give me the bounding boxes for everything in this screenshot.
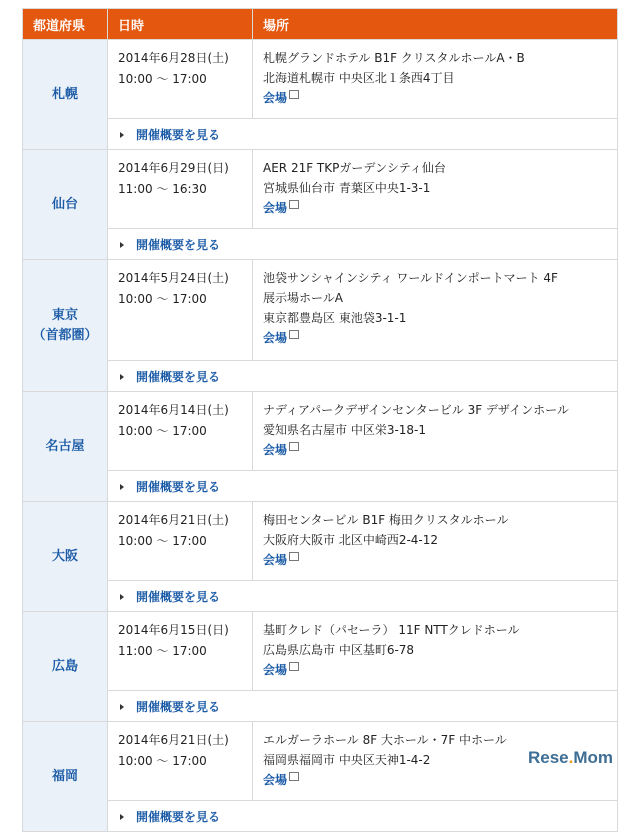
venue-map-link[interactable]: 会場: [263, 91, 288, 105]
prefecture-name: 広島: [51, 658, 78, 674]
external-window-icon[interactable]: [289, 330, 299, 339]
event-date: 2014年5月24日(土): [118, 271, 229, 285]
external-window-icon[interactable]: [289, 200, 299, 209]
event-details-link[interactable]: 開催概要を見る: [136, 369, 221, 384]
venue-map-link[interactable]: 会場: [263, 331, 288, 345]
table-row: [23, 40, 618, 119]
venue-line: エルガーラホール 8F 大ホール・7F 中ホール: [263, 733, 507, 747]
venue-line: 愛知県名古屋市 中区栄3-18-1: [263, 423, 427, 437]
event-time: 10:00 〜 17:00: [118, 424, 207, 438]
detail-link-cell: [108, 581, 618, 612]
prefecture-name: 大阪: [51, 548, 78, 564]
event-time: 11:00 〜 17:00: [118, 644, 207, 658]
venue-line: 大阪府大阪市 北区中崎西2-4-12: [263, 533, 439, 547]
external-window-icon[interactable]: [289, 662, 299, 671]
detail-link-cell: [108, 471, 618, 502]
arrow-right-icon: [120, 374, 124, 380]
prefecture-name: 名古屋: [45, 438, 85, 454]
resemom-logo: Rese.Mom: [528, 748, 614, 767]
event-time: 10:00 〜 17:00: [118, 72, 207, 86]
prefecture-name: 東京: [51, 307, 78, 323]
prefecture-cell: [23, 502, 108, 612]
detail-row: [23, 801, 618, 832]
event-details-link[interactable]: 開催概要を見る: [136, 479, 221, 494]
datetime-cell: [108, 502, 253, 581]
table-row: [23, 502, 618, 581]
event-date: 2014年6月14日(土): [118, 403, 229, 417]
event-time: 10:00 〜 17:00: [118, 292, 207, 306]
datetime-cell: [108, 150, 253, 229]
detail-link-cell: [108, 119, 618, 150]
venue-cell: [253, 150, 618, 229]
venue-map-link[interactable]: 会場: [263, 553, 288, 567]
detail-link-cell: [108, 691, 618, 722]
detail-link-cell: [108, 361, 618, 392]
detail-row: [23, 229, 618, 260]
external-window-icon[interactable]: [289, 442, 299, 451]
header-datetime: 日時: [108, 9, 253, 40]
venue-line: ナディアパークデザインセンタービル 3F デザインホール: [263, 403, 569, 417]
detail-row: [23, 471, 618, 502]
header-prefecture: 都道府県: [23, 9, 108, 40]
event-details-link[interactable]: 開催概要を見る: [136, 809, 221, 824]
event-time: 10:00 〜 17:00: [118, 754, 207, 768]
venue-line: 宮城県仙台市 青葉区中央1-3-1: [263, 181, 431, 195]
prefecture-name: 仙台: [51, 196, 78, 212]
prefecture-cell: [23, 260, 108, 392]
datetime-cell: [108, 612, 253, 691]
event-date: 2014年6月29日(日): [118, 161, 229, 175]
prefecture-name: 札幌: [51, 86, 78, 102]
venue-map-link[interactable]: 会場: [263, 773, 288, 787]
detail-row: [23, 361, 618, 392]
header-venue: 場所: [253, 9, 618, 40]
prefecture-cell: [23, 722, 108, 832]
event-time: 10:00 〜 17:00: [118, 534, 207, 548]
table-header-row: [23, 9, 618, 40]
event-details-link[interactable]: 開催概要を見る: [136, 589, 221, 604]
venue-line: 広島県広島市 中区基町6-78: [263, 643, 415, 657]
venue-line: 東京都豊島区 東池袋3-1-1: [263, 311, 407, 325]
detail-row: [23, 581, 618, 612]
arrow-right-icon: [120, 242, 124, 248]
table-row: [23, 150, 618, 229]
venue-cell: [253, 612, 618, 691]
arrow-right-icon: [120, 484, 124, 490]
venue-line: 梅田センタービル B1F 梅田クリスタルホール: [263, 513, 509, 527]
datetime-cell: [108, 722, 253, 801]
venue-cell: [253, 40, 618, 119]
venue-cell: [253, 502, 618, 581]
prefecture-name: （首都圏）: [32, 327, 98, 343]
venue-map-link[interactable]: 会場: [263, 201, 288, 215]
arrow-right-icon: [120, 814, 124, 820]
detail-link-cell: [108, 229, 618, 260]
prefecture-name: 福岡: [51, 768, 78, 784]
datetime-cell: [108, 260, 253, 361]
event-details-link[interactable]: 開催概要を見る: [136, 127, 221, 142]
prefecture-cell: [23, 150, 108, 260]
detail-row: [23, 119, 618, 150]
prefecture-cell: [23, 40, 108, 150]
event-date: 2014年6月28日(土): [118, 51, 229, 65]
venue-line: 展示場ホールA: [263, 291, 343, 305]
arrow-right-icon: [120, 594, 124, 600]
table-row: [23, 260, 618, 361]
prefecture-cell: [23, 392, 108, 502]
event-details-link[interactable]: 開催概要を見る: [136, 699, 221, 714]
venue-line: 基町クレド（パセーラ） 11F NTTクレドホール: [263, 623, 520, 637]
event-date: 2014年6月21日(土): [118, 513, 229, 527]
venue-line: AER 21F TKPガーデンシティ仙台: [263, 161, 446, 175]
venue-line: 札幌グランドホテル B1F クリスタルホールA・B: [263, 51, 525, 65]
prefecture-cell: [23, 612, 108, 722]
venue-map-link[interactable]: 会場: [263, 663, 288, 677]
venue-cell: [253, 260, 618, 361]
detail-link-cell: [108, 801, 618, 832]
table-row: [23, 392, 618, 471]
table-row: [23, 612, 618, 691]
event-time: 11:00 〜 16:30: [118, 182, 207, 196]
event-details-link[interactable]: 開催概要を見る: [136, 237, 221, 252]
arrow-right-icon: [120, 132, 124, 138]
arrow-right-icon: [120, 704, 124, 710]
venue-map-link[interactable]: 会場: [263, 443, 288, 457]
event-date: 2014年6月21日(土): [118, 733, 229, 747]
venue-line: 北海道札幌市 中央区北１条西4丁目: [263, 71, 455, 85]
schedule-table: [22, 8, 618, 832]
datetime-cell: [108, 392, 253, 471]
detail-row: [23, 691, 618, 722]
datetime-cell: [108, 40, 253, 119]
external-window-icon[interactable]: [289, 90, 299, 99]
event-date: 2014年6月15日(日): [118, 623, 229, 637]
venue-line: 池袋サンシャインシティ ワールドインポートマート 4F: [263, 271, 558, 285]
venue-line: 福岡県福岡市 中央区天神1-4-2: [263, 753, 431, 767]
venue-cell: [253, 392, 618, 471]
external-window-icon[interactable]: [289, 552, 299, 561]
